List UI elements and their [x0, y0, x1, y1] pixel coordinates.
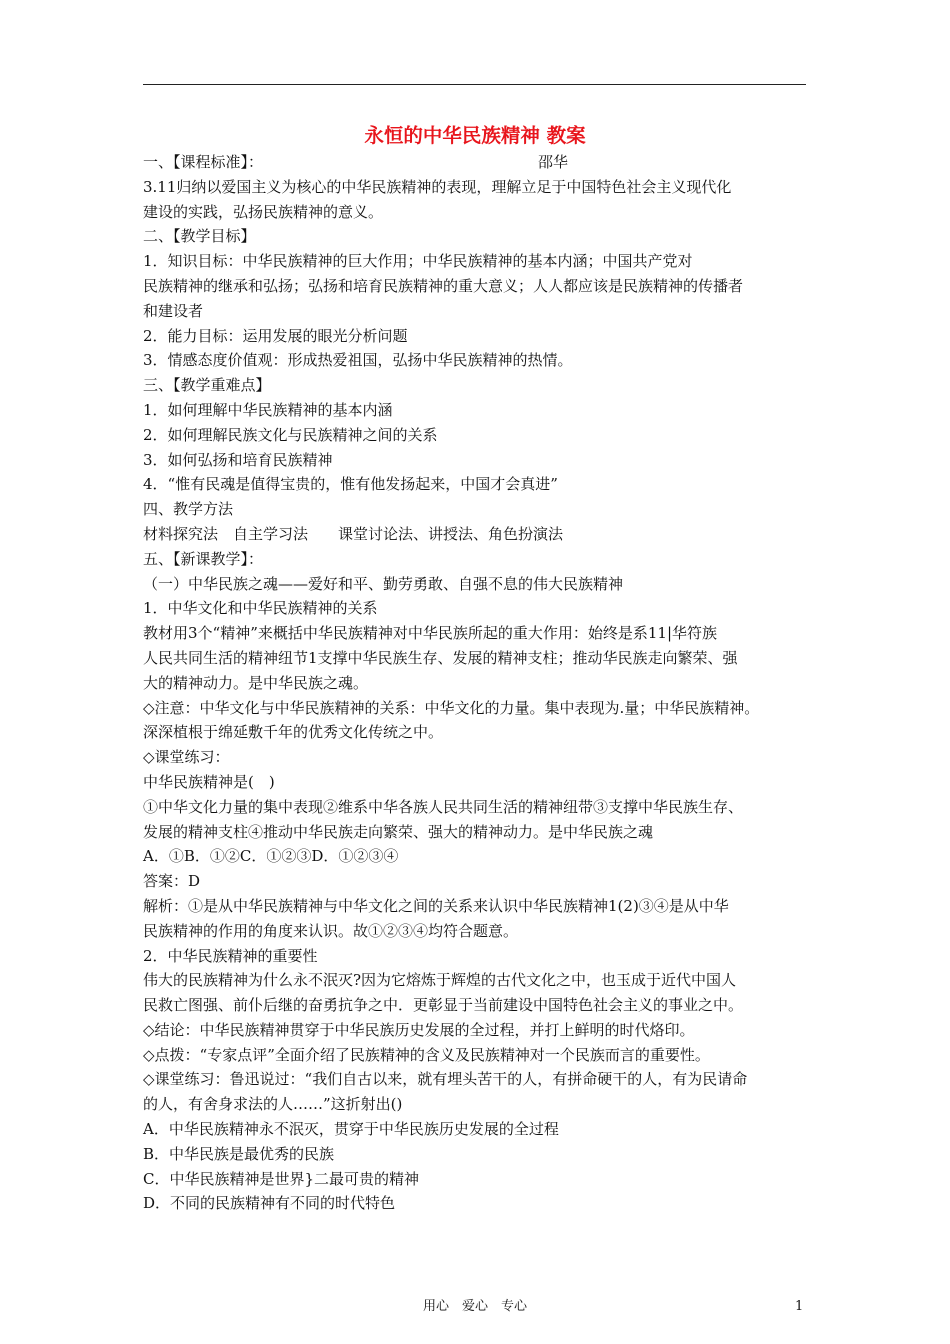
text-line: 发展的精神支柱④推动中华民族走向繁荣、强大的精神动力。是中华民族之魂 — [143, 822, 654, 841]
document-title: 永恒的中华民族精神 教案 — [364, 124, 586, 147]
text-line: 中华民族精神是( ) — [143, 772, 275, 791]
text-line: ①中华文化力量的集中表现②维系中华各族人民共同生活的精神纽带③支撑中华民族生存、 — [143, 797, 744, 816]
text-line: 教材用3个“精神”来概括中华民族精神对中华民族所起的重大作用：始终是系11|华符族 — [143, 624, 718, 643]
text-line: 五、【新课教学】： — [143, 549, 264, 568]
text-line: 2．中华民族精神的重要性 — [143, 946, 318, 965]
text-line: ◇课堂练习： — [143, 748, 230, 767]
text-line: ◇点拨：“专家点评”全面介绍了民族精神的含义及民族精神对一个民族而言的重要性。 — [143, 1045, 710, 1064]
text-line: 人民共同生活的精神纽节1支撑中华民族生存、发展的精神支柱；推动华民族走向繁荣、强 — [143, 648, 738, 667]
text-line: ◇课堂练习：鲁迅说过：“我们自古以来，就有埋头苦干的人，有拼命硬干的人，有为民请命 — [143, 1070, 748, 1089]
text-line: A．①B．①②C．①②③D．①②③④ — [143, 847, 399, 866]
text-line: ◇结论：中华民族精神贯穿于中华民族历史发展的全过程，并打上鲜明的时代烙印。 — [143, 1020, 695, 1039]
text-line: 的人，有舍身求法的人……”这折射出() — [143, 1095, 403, 1114]
text-line: 3.11归纳以爱国主义为核心的中华民族精神的表现，理解立足于中国特色社会主义现代化 — [143, 177, 732, 196]
text-line: 一、【课程标准】： — [143, 153, 264, 171]
text-line: 三、【教学重难点】 — [143, 376, 271, 395]
text-line: 4．“惟有民魂是值得宝贵的，惟有他发扬起来，中国才会真进” — [143, 475, 558, 494]
text-line: 民族精神的作用的角度来认识。故①②③④均符合题意。 — [143, 921, 519, 940]
text-line: 建设的实践，弘扬民族精神的意义。 — [143, 202, 384, 221]
text-line: 解析：①是从中华民族精神与中华文化之间的关系来认识中华民族精神1(2)③④是从中华 — [143, 896, 729, 915]
text-line: 伟大的民族精神为什么永不泯灭?因为它熔炼于辉煌的古代文化之中，也玉成于近代中国人 — [143, 971, 737, 990]
text-line: 1．知识目标：中华民族精神的巨大作用；中华民族精神的基本内涵；中国共产党对 — [143, 252, 693, 271]
text-line: 材料探究法 自主学习法 课堂讨论法、讲授法、角色扮演法 — [143, 524, 564, 543]
footer-motto: 用心 爱心 专心 — [422, 1299, 527, 1314]
text-line: 3．情感态度价值观：形成热爱祖国，弘扬中华民族精神的热情。 — [143, 351, 573, 370]
text-line: 四、教学方法 — [143, 500, 234, 519]
text-line: 和建设者 — [143, 301, 204, 320]
text-line: 深深植根于绵延敷千年的优秀文化传统之中。 — [143, 723, 444, 742]
text-line: A．中华民族精神永不泯灭，贯穿于中华民族历史发展的全过程 — [143, 1120, 559, 1139]
text-line: B．中华民族是最优秀的民族 — [143, 1144, 335, 1163]
text-line: C．中华民族精神是世界}二最可贵的精神 — [143, 1169, 420, 1188]
author-name: 邵华 — [538, 153, 569, 171]
text-line: （一）中华民族之魂——爱好和平、勤劳勇敢、自强不息的伟大民族精神 — [143, 574, 624, 593]
page-number: 1 — [795, 1299, 804, 1314]
text-line: 1．中华文化和中华民族精神的关系 — [143, 599, 378, 618]
text-line: 大的精神动力。是中华民族之魂。 — [143, 673, 369, 692]
text-line: 二、【教学目标】 — [143, 227, 256, 246]
text-line: 民族精神的继承和弘扬；弘扬和培育民族精神的重大意义；人人都应该是民族精神的传播者 — [143, 276, 744, 295]
text-line: 2．能力目标：运用发展的眼光分析问题 — [143, 326, 408, 345]
text-line: 答案：D — [143, 872, 201, 891]
document-body — [143, 150, 813, 1216]
text-line: 民救亡图强、前仆后继的奋勇抗争之中．更彰显于当前建设中国特色社会主义的事业之中。 — [143, 996, 744, 1015]
text-line: ◇注意：中华文化与中华民族精神的关系：中华文化的力量。集中表现为.量；中华民族精神。 — [143, 698, 760, 717]
text-line: 3．如何弘扬和培育民族精神 — [143, 450, 333, 469]
header-rule — [143, 84, 806, 85]
text-line: 2．如何理解民族文化与民族精神之间的关系 — [143, 425, 438, 444]
text-line: D．不同的民族精神有不同的时代特色 — [143, 1194, 396, 1213]
text-line: 1．如何理解中华民族精神的基本内涵 — [143, 400, 393, 419]
